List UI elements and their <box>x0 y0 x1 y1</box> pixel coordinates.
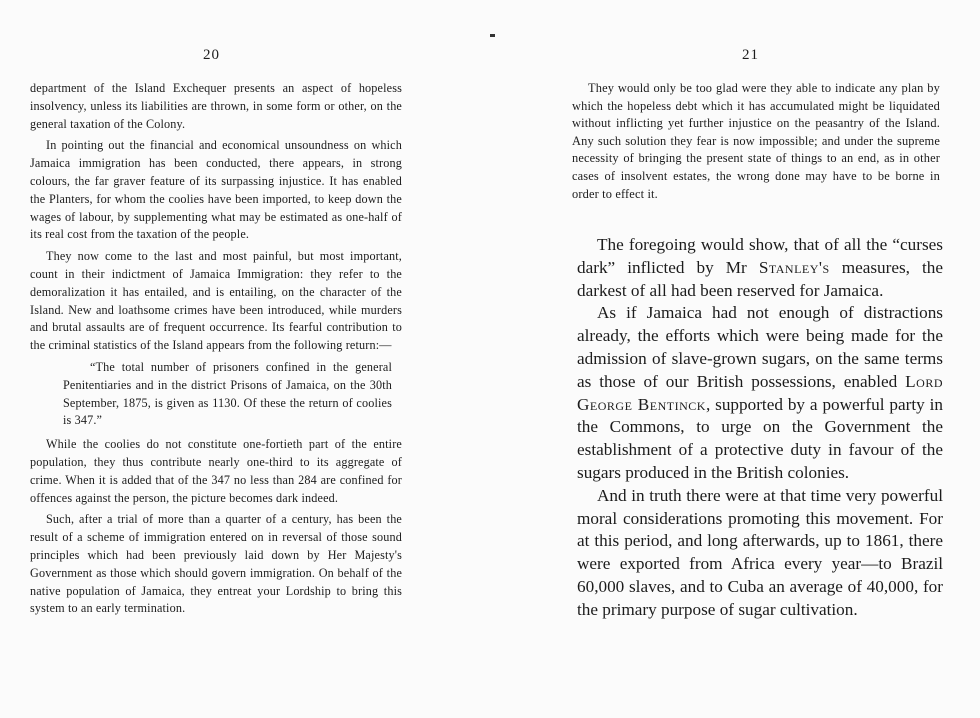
left-paragraph-5: Such, after a trial of more than a quarter of a century, has been the result of a scheme of immigration entered on in reversal of those sound principles which had been previously laid down by Her Majesty's Government as those which should govern immigration. On behalf of the native population of Jamaica, they entreat your Lordship to bring this system to an early termination. <box>30 512 402 616</box>
right-paragraph-1 <box>577 234 943 302</box>
p1-text-b: measures, the darkest of all had been reserved for Jamaica. <box>577 257 943 300</box>
p2-text-b: , supported by a powerful party in the Commons, to urge on the Government the establishment of a protective duty in favour of the sugars produced in the British colonies. <box>577 394 943 482</box>
left-paragraph-1: department of the Island Exchequer presents an aspect of hopeless insolvency, unless its liabilities are thrown, in some form or other, on the general taxation of the Colony. <box>30 81 402 131</box>
p1-text-a: The foregoing would show, that of all the “curses dark” inflicted by Mr <box>577 235 943 277</box>
right-small-paragraph: They would only be too glad were they able to indicate any plan by which the hopeless debt which it has accumulated might be liquidated without inflicting yet further injustice on the peasantry of the Island. Any such solution they fear is now impossible; and under the supreme necessity of bringing the present state of things to an end, as in other cases of insolvent estates, the wrong done may have to be borne in order to effect it. <box>572 81 940 201</box>
right-large-text <box>577 234 943 622</box>
left-paragraph-4: While the coolies do not constitute one-fortieth part of the entire population, they thus contribute nearly one-third to its aggregate of crime. When it is added that of the 347 no less than 284 are confined for offences against the person, the picture becomes dark indeed. <box>30 437 402 505</box>
p2-name: Lord George Bentinck <box>577 371 943 414</box>
left-page-number: 20 <box>203 47 220 63</box>
left-paragraph-2: In pointing out the financial and economical unsoundness on which Jamaica immigration has been conducted, there appears, in strong colours, the far graver feature of its surpassing injustice. It has enabled the Planters, for whom the coolies have been imported, to keep down the wages of labour, by supplementing what may be estimated as one-half of its real cost from the taxation of the people. <box>30 138 402 242</box>
p1-name: Stanley's <box>758 257 830 277</box>
left-quote: “The total number of prisoners confined in the general Penitentiaries and in the district Prisons of Jamaica, on the 30th September, 1875, is given as 1130. Of these the return of coolies is 347.” <box>63 359 392 428</box>
right-paragraph-2 <box>577 302 943 484</box>
right-page-number: 21 <box>742 47 759 63</box>
left-page-text <box>30 80 402 622</box>
right-small-text <box>572 80 940 207</box>
p2-text-a: As if Jamaica had not enough of distractions already, the efforts which were being made for the admission of slave-grown sugars, on the same terms as those of our British possessions, enabled <box>577 303 943 391</box>
left-paragraph-3: They now come to the last and most painful, but most important, count in their indictment of Jamaica Immigration: they refer to the demoralization it has entailed, and is entailing, on the character of the Island. New and loathsome crimes have been introduced, while murders and brutal assaults are of frequent occurrence. Its fearful contribution to the criminal statistics of the Island appears from the following return:— <box>30 249 402 353</box>
right-paragraph-3: And in truth there were at that time very powerful moral considerations promoting this movement. For at this period, and long afterwards, up to 1861, there were exported from Africa every year—to Brazil 60,000 slaves, and to Cuba an average of 40,000, for the primary purpose of sugar cultivation. <box>577 485 943 619</box>
